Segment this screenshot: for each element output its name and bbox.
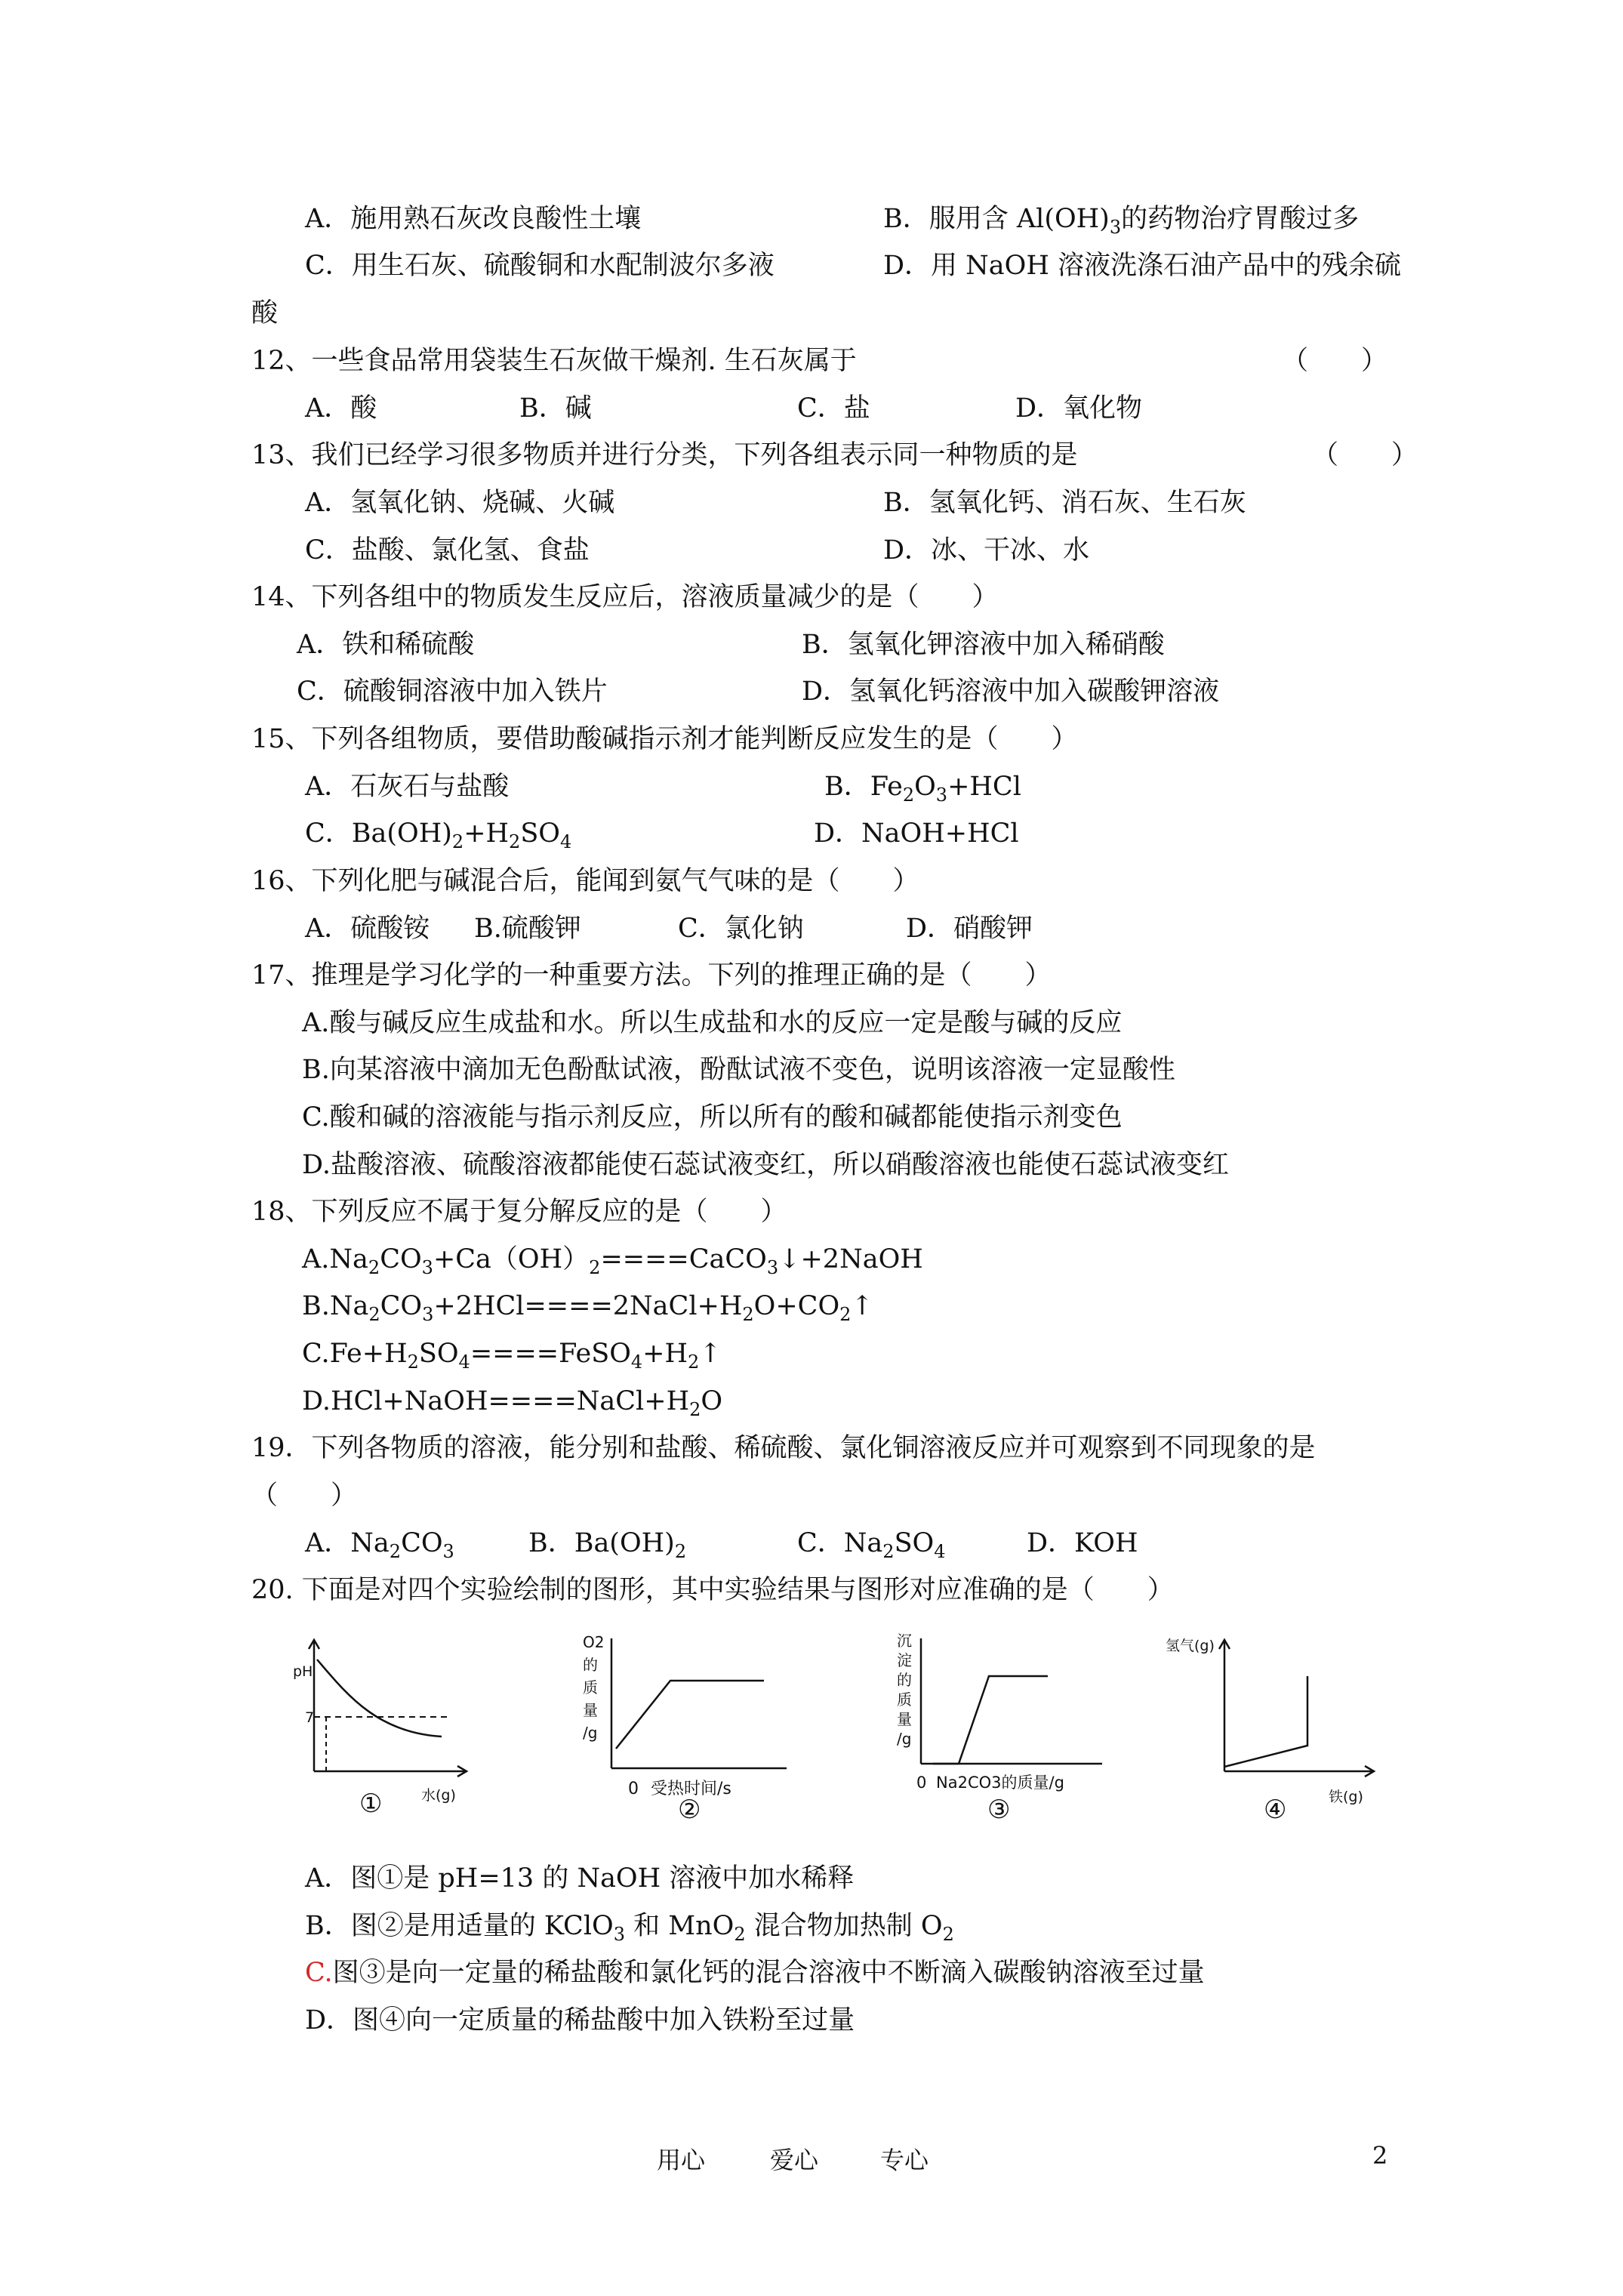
figure-4-number: ④ (1264, 1795, 1287, 1825)
q13-option-d: D．冰、干冰、水 (883, 535, 1090, 566)
q15-stem: 15、下列各组物质，要借助酸碱指示剂才能判断反应发生的是（ ） (251, 724, 1078, 754)
q18-stem: 18、下列反应不属于复分解反应的是（ ） (251, 1197, 787, 1227)
svg-text:质: 质 (897, 1690, 912, 1709)
q20-option-c: C.图③是向一定量的稀盐酸和氯化钙的混合溶液中不断滴入碳酸钠溶液至过量 (305, 1958, 1205, 1988)
q20-option-a: A．图①是 pH=13 的 NaOH 溶液中加水稀释 (305, 1863, 855, 1894)
q19-option-b: B．$Ba(OH)_2$ (528, 1528, 687, 1562)
q14-option-c: C．硫酸铜溶液中加入铁片 (297, 676, 608, 707)
q12-paren: （ ） (1282, 346, 1388, 376)
q16-option-d: D．硝酸钾 (906, 914, 1033, 944)
svg-text:质: 质 (583, 1678, 598, 1697)
q19-paren: （ ） (251, 1481, 358, 1511)
q15-option-b: B．$Fe_2O_3+HCl$ (824, 772, 1021, 806)
q18-option-b: $B.Na_2CO_3+2HCl====2NaCl+H_2O+CO_2↑$ (302, 1291, 873, 1325)
q12-stem: 12、一些食品常用袋装生石灰做干燥剂. 生石灰属于 (251, 346, 857, 376)
q20-stem: 20. 下面是对四个实验绘制的图形，其中实验结果与图形对应准确的是（ ） (251, 1575, 1174, 1605)
q11-option-c: C．用生石灰、硫酸铜和水配制波尔多液 (305, 251, 775, 281)
q13-option-c: C．盐酸、氯化氢、食盐 (305, 535, 590, 566)
figure-4-hydrogen (1140, 1623, 1381, 1827)
q19-option-d: D．KOH (1027, 1528, 1138, 1558)
q14-option-a: A．铁和稀硫酸 (297, 630, 475, 660)
page-number: 2 (1372, 2141, 1388, 2170)
svg-text:/g: /g (583, 1724, 598, 1742)
q12-option-a: A．酸 (305, 393, 377, 424)
q13-stem: 13、我们已经学习很多物质并进行分类，下列各组表示同一种物质的是 (251, 440, 1078, 470)
figure-4-x-label: 铁(g) (1329, 1789, 1363, 1805)
figure-1-ph-dilution (287, 1623, 483, 1820)
q17-option-d: D.盐酸溶液、硫酸溶液都能使石蕊试液变红，所以硝酸溶液也能使石蕊试液变红 (302, 1150, 1229, 1180)
q11-option-d: D．用 NaOH 溶液洗涤石油产品中的残余硫 (883, 251, 1402, 281)
q11-option-d-cont: 酸 (251, 298, 279, 328)
q17-option-a: A.酸与碱反应生成盐和水。所以生成盐和水的反应一定是酸与碱的反应 (302, 1008, 1123, 1038)
q12-option-c: C．盐 (797, 393, 870, 424)
q15-option-d: D．NaOH+HCl (814, 818, 1019, 849)
q15-option-c: C．$Ba(OH)_2+H_2SO_4$ (305, 818, 572, 852)
figure-3-x-label: Na2CO3的质量/g (936, 1774, 1064, 1792)
q19-option-a: A．$Na_2CO_3$ (305, 1528, 454, 1562)
svg-text:的: 的 (583, 1656, 598, 1674)
figure-4-y-label: 氢气(g) (1166, 1638, 1215, 1654)
q13-paren: （ ） (1312, 440, 1418, 470)
q20-option-c-letter: C. (305, 1958, 333, 1988)
q17-option-c: C.酸和碱的溶液能与指示剂反应，所以所有的酸和碱都能使指示剂变色 (302, 1102, 1123, 1133)
q20-option-b: B．图②是用适量的 KClO$_3$ 和 MnO$_2$ 混合物加热制 $O_2$ (305, 1911, 954, 1945)
figure-1-y-label: pH (293, 1663, 313, 1680)
figure-2-x-label: 受热时间/s (651, 1780, 731, 1798)
svg-text:O2: O2 (583, 1633, 605, 1651)
q14-option-b: B．氢氧化钾溶液中加入稀硝酸 (802, 630, 1165, 660)
figure-2-number: ② (678, 1795, 701, 1825)
q16-stem: 16、下列化肥与碱混合后，能闻到氨气气味的是（ ） (251, 866, 919, 896)
figure-2-oxygen-mass (566, 1616, 793, 1827)
q13-option-b: B．氢氧化钙、消石灰、生石灰 (883, 488, 1246, 518)
q16-option-a: A．硫酸铵 (305, 914, 430, 944)
q16-option-b: B.硫酸钾 (474, 914, 581, 944)
figure-2-y-label (583, 1633, 604, 1742)
svg-text:量: 量 (583, 1701, 598, 1719)
q15-option-a: A．石灰石与盐酸 (305, 772, 510, 802)
q12-option-b: B．碱 (519, 393, 592, 424)
figure-3-y-label (897, 1632, 912, 1748)
q14-option-d: D．氢氧化钙溶液中加入碳酸钾溶液 (802, 676, 1220, 707)
figure-3-precipitate-mass (876, 1616, 1117, 1827)
q11-option-a: A．施用熟石灰改良酸性土壤 (305, 204, 642, 234)
footer-word-1: 用心 (657, 2146, 706, 2174)
footer-word-3: 专心 (880, 2146, 929, 2174)
q11-option-b: B．服用含 $Al(OH)_3$的药物治疗胃酸过多 (883, 204, 1360, 238)
footer-word-2: 爱心 (770, 2146, 819, 2174)
q14-stem: 14、下列各组中的物质发生反应后，溶液质量减少的是（ ） (251, 582, 999, 612)
figure-3-origin: 0 (916, 1774, 927, 1792)
q18-option-d: $D.HCl+NaOH====NaCl+H_2O$ (302, 1386, 723, 1420)
q19-stem: 19．下列各物质的溶液，能分别和盐酸、稀硫酸、氯化铜溶液反应并可观察到不同现象的是 (251, 1433, 1316, 1463)
figure-2-origin: 0 (628, 1780, 639, 1798)
figure-1-number: ① (359, 1789, 383, 1819)
svg-text:/g: /g (897, 1730, 912, 1748)
figure-3-number: ③ (987, 1795, 1011, 1825)
q13-option-a: A．氢氧化钠、烧碱、火碱 (305, 488, 615, 518)
svg-text:量: 量 (897, 1710, 912, 1728)
figure-1-mark-7: 7 (305, 1709, 315, 1726)
q18-option-a: $A.Na_2CO_3+Ca(OH)_2====CaCO_3↓+2NaOH$ (302, 1244, 923, 1278)
q17-stem: 17、推理是学习化学的一种重要方法。下列的推理正确的是（ ） (251, 960, 1052, 991)
svg-text:的: 的 (897, 1671, 912, 1689)
q19-option-c: C．$Na_2SO_4$ (797, 1528, 946, 1562)
svg-text:沉: 沉 (897, 1632, 912, 1650)
figure-1-x-label: 水(g) (421, 1787, 456, 1804)
q20-option-d: D．图④向一定质量的稀盐酸中加入铁粉至过量 (305, 2005, 855, 2036)
q18-option-c: $C.Fe+H_2SO_4====FeSO_4+H_2↑$ (302, 1339, 722, 1373)
q12-option-d: D．氧化物 (1015, 393, 1143, 424)
svg-text:淀: 淀 (897, 1651, 912, 1669)
q16-option-c: C．氯化钠 (678, 914, 804, 944)
q17-option-b: B.向某溶液中滴加无色酚酞试液，酚酞试液不变色，说明该溶液一定显酸性 (302, 1055, 1175, 1085)
